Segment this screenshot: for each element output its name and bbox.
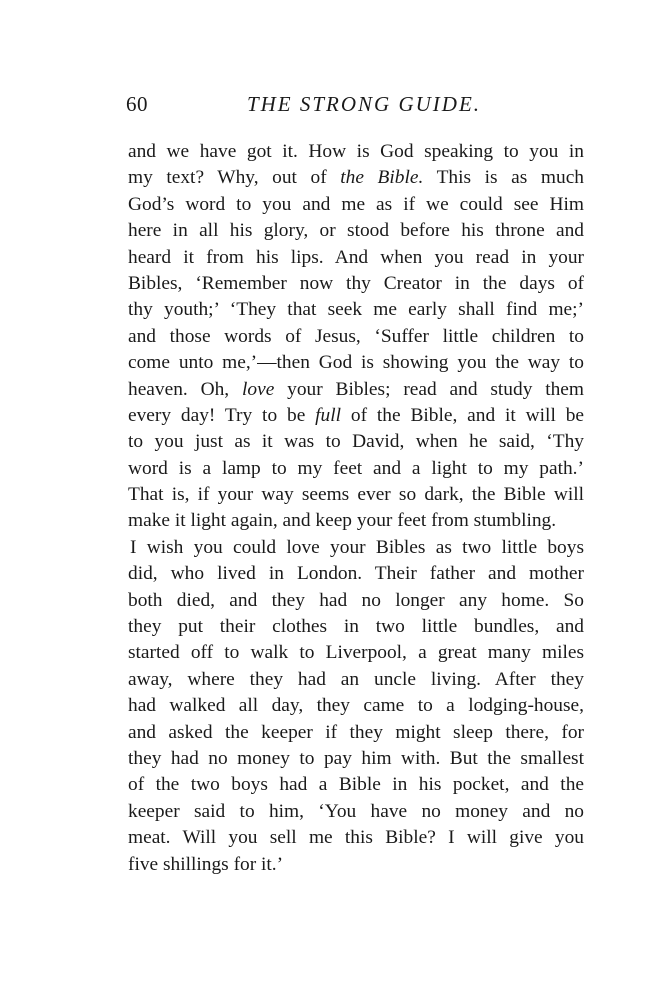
- text-line: and those words of Jesus, ‘Suffer little children to: [128, 325, 584, 347]
- text-line: did, who lived in London. Their father and mother: [128, 563, 584, 585]
- text-line: away, where they had an uncle living. After they: [128, 668, 584, 690]
- text-line: to you just as it was to David, when he said, ‘Thy: [128, 431, 584, 453]
- text-line: every day! Try to be full of the Bible, and it will be: [128, 404, 584, 426]
- text-line: Bibles, ‘Remember now thy Creator in the days of: [128, 272, 584, 294]
- text-line: and asked the keeper if they might sleep there, for: [128, 721, 584, 743]
- text-line: they put their clothes in two little bundles, and: [128, 616, 584, 638]
- page-number: 60: [126, 92, 148, 116]
- text-line: word is a lamp to my feet and a light to my path.’: [128, 457, 584, 479]
- text-line: and we have got it. How is God speaking to you in: [128, 141, 584, 162]
- text-line: I wish you could love your Bibles as two little boys: [130, 536, 584, 558]
- text-line: meat. Will you sell me this Bible? I will give you: [128, 827, 584, 849]
- text-line: heaven. Oh, love your Bibles; read and study them: [128, 378, 584, 400]
- body-text: [128, 139, 584, 878]
- text-line: make it light again, and keep your feet from stumbling.: [128, 510, 557, 532]
- text-line: they had no money to pay him with. But the smallest: [128, 747, 584, 769]
- running-head: [126, 92, 584, 126]
- text-line: here in all his glory, or stood before his throne and: [128, 220, 584, 242]
- text-line: heard it from his lips. And when you read in your: [128, 246, 584, 268]
- text-line: That is, if your way seems ever so dark, the Bible will: [128, 484, 584, 506]
- text-line: both died, and they had no longer any home. So: [128, 589, 584, 611]
- text-line: keeper said to him, ‘You have no money and no: [128, 800, 584, 822]
- text-line: come unto me,’—then God is showing you the way to: [128, 352, 584, 374]
- text-line: God’s word to you and me as if we could see Him: [128, 193, 584, 215]
- text-line: of the two boys had a Bible in his pocket, and the: [128, 774, 584, 796]
- text-line: thy youth;’ ‘They that seek me early shall find me;’: [128, 299, 584, 321]
- text-line: five shillings for it.’: [128, 853, 284, 875]
- text-line: my text? Why, out of the Bible. This is as much: [128, 167, 584, 189]
- text-line: started off to walk to Liverpool, a great many miles: [128, 642, 584, 664]
- text-line: had walked all day, they came to a lodging-house,: [128, 695, 584, 717]
- running-title: THE STRONG GUIDE.: [246, 92, 482, 116]
